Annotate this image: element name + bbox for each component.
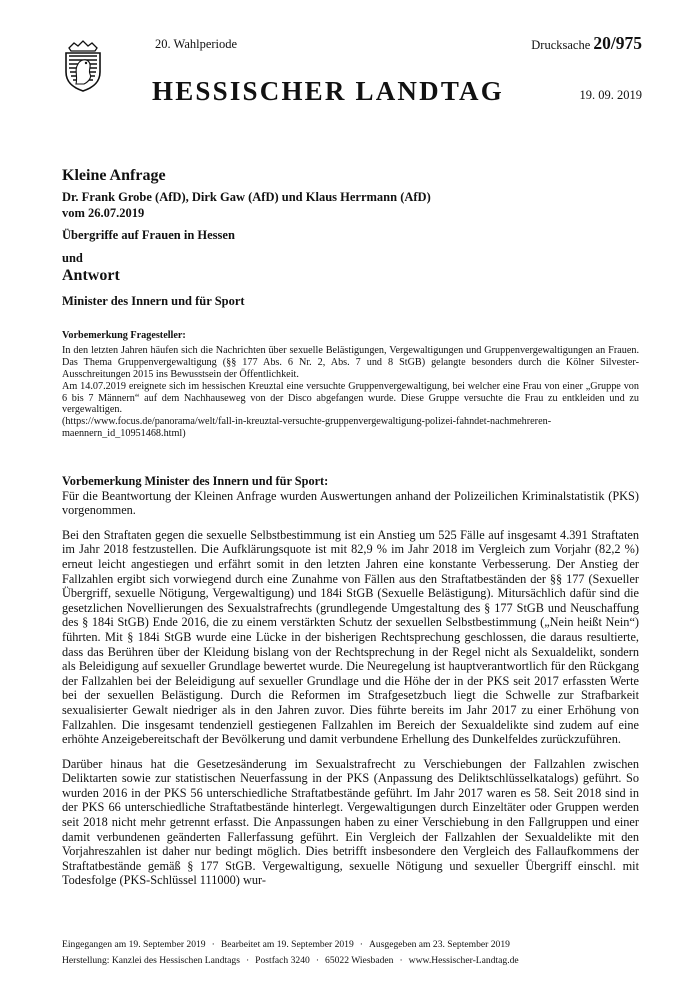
footer-imprint-line bbox=[62, 953, 639, 969]
subject: Übergriffe auf Frauen in Hessen bbox=[62, 228, 235, 242]
footer-ort: 65022 Wiesbaden bbox=[325, 955, 394, 966]
footer-herstellung: Herstellung: Kanzlei des Hessischen Landtags bbox=[62, 955, 240, 966]
drucksache-label: Drucksache bbox=[531, 38, 591, 52]
vorbemerkung-fragesteller bbox=[62, 330, 639, 440]
hessen-coat-of-arms-icon bbox=[62, 40, 104, 92]
footer-separator: · bbox=[211, 939, 215, 950]
drucksache-label-group bbox=[531, 33, 642, 54]
authors: Dr. Frank Grobe (AfD), Dirk Gaw (AfD) und Klaus Herrmann (AfD) bbox=[62, 190, 431, 204]
footer-bearbeitet: Bearbeitet am 19. September 2019 bbox=[220, 939, 354, 950]
und-connector: und bbox=[62, 250, 83, 265]
inquiry-date: vom 26.07.2019 bbox=[62, 205, 145, 220]
parliament-title: HESSISCHER LANDTAG bbox=[152, 76, 504, 106]
vorbemerkung-minister-paragraph: Darüber hinaus hat die Gesetzesänderung im Sexualstrafrecht zu Verschiebungen der Fallzahlen zwischen Deliktarten sowie zur statistischen Neuerfassung in der PKS (Anpassung des Deliktschlüsselkatalogs) geführt. So wurden 2016 in der PKS 56 unterschiedliche Straftatbestände geführt. Im Jahr 2017 waren es 58. Seit 2018 sind in der PKS 66 unterschiedliche Straftatbestände hinterlegt. Vergewaltigungen durch Einzeltäter oder Gruppen werden seit 2018 nicht mehr getrennt erfasst. Die Anpassungen haben zu einer Verschiebung in den Fallgruppen und einer damit verbundenen geänderten Fallerfassung geführt. Ein Vergleich der Fallzahlen der Sexualdelikte mit den Vorjahreszahlen ist daher nur bedingt möglich. Dies betrifft insbesondere den Vergleich des Fallaufkommens der Straftatbestände gemäß § 177 StGB. Vergewaltigung, sexuelle Nötigung und sexueller Übergriff einschl. mit Todesfolge (PKS-Schlüssel 111000) wur- bbox=[62, 756, 639, 888]
footer bbox=[62, 937, 639, 969]
drucksache-number: 20/975 bbox=[593, 33, 642, 53]
vorbemerkung-minister bbox=[62, 474, 639, 898]
document-date: 19. 09. 2019 bbox=[579, 88, 642, 102]
vorbemerkung-fragesteller-title: Vorbemerkung Fragesteller: bbox=[62, 330, 186, 341]
footer-dates-line bbox=[62, 937, 639, 953]
responder: Minister des Innern und für Sport bbox=[62, 294, 245, 308]
footer-postfach: Postfach 3240 bbox=[255, 955, 310, 966]
footer-website-link[interactable]: www.Hessischer-Landtag.de bbox=[408, 955, 519, 966]
vorbemerkung-minister-paragraph: Für die Beantwortung der Kleinen Anfrage wurden Auswertungen anhand der Polizeilichen Kriminalstatistik (PKS) vorgenommen. bbox=[62, 488, 639, 518]
antwort-heading: Antwort bbox=[62, 267, 120, 284]
footer-separator: · bbox=[245, 955, 250, 966]
wahlperiode: 20. Wahlperiode bbox=[155, 37, 238, 51]
footer-separator: · bbox=[399, 955, 403, 966]
vorbemerkung-minister-paragraph: Bei den Straftaten gegen die sexuelle Selbstbestimmung ist ein Anstieg um 525 Fälle auf insgesamt 4.391 Straftaten im Jahr 2018 festzustellen. Die Aufklärungsquote ist mit 82,9 % im Jahr 2018 im Vergleich zum Vorjahr (82,2 %) erneut leicht angestiegen und erfährt somit in den letzten Jahren eine konstante Verbesserung. Der Anstieg der Fallzahlen ergibt sich vorwiegend durch eine Zunahme von Fällen aus den Straftatbeständen der §§ 177 (Sexueller Übergriff, sexuelle Nötigung, Vergewaltigung) und 184i StGB (Sexuelle Belästigung). Mitursächlich dafür sind die gesetzlichen Novellierungen des Sexualstrafrechts (grundlegende Umgestaltung des § 177 StGB und Neuschaffung des § 184i StGB) Ende 2016, die zu einem verstärkten Schutz der sexuellen Selbstbestimmung („Nein heißt Nein“) führten. Mit § 184i StGB wurde eine Lücke in der bisherigen Rechtsprechung geschlossen, die daraus resultierte, dass das Berühren über der Kleidung bislang von der Rechtsprechung in der Regel nicht als Sexualdelikt, sondern als Beleidigung auf sexueller Grundlage bewertet wurde. Die Neuregelung ist hauptverantwortlich für den Rückgang der Fallzahlen bei der Beleidigung auf sexueller Grundlage und die Höhe der in der PKS seit 2017 erfassten Werte bei der sexuellen Belästigung. Durch die Reformen im Strafgesetzbuch liegt die Schwelle zur Strafbarkeit sexualisierter Gewalt niedriger als in den Jahren zuvor. Dies führte bereits im Jahr 2017 zu einer Erhöhung von Fallzahlen. Die insgesamt tendenziell gestiegenen Fallzahlen im Bereich der Sexualdelikte sind zudem auf eine erhöhte Anzeigebereitschaft der Bevölkerung und damit verbundene Erhellung des Dunkelfeldes zurückzuführen. bbox=[62, 527, 639, 747]
vorbemerkung-fragesteller-paragraph: In den letzten Jahren häufen sich die Nachrichten über sexuelle Belästigungen, Vergewaltigungen und Gruppenvergewaltigungen an Frauen. Das Thema Gruppenvergewaltigung (§§ 177 Abs. 6 Nr. 2, Abs. 7 und 8 StGB) gelangte besonders durch die Kölner Silvester-Ausschreitungen 2015 ins Bewusstsein der Öffentlichkeit. bbox=[62, 344, 639, 380]
vorbemerkung-fragesteller-paragraph: Am 14.07.2019 ereignete sich im hessischen Kreuztal eine versuchte Gruppenvergewaltigung, bei welcher eine Frau von einer „Gruppe von 6 bis 7 Männern“ auf dem Nachhauseweg von der Disco abgefangen wurde. Diese Gruppe versuchte die Frau zu entkleiden und zu vergewaltigen. bbox=[62, 380, 639, 416]
footer-eingegangen: Eingegangen am 19. September 2019 bbox=[62, 939, 206, 950]
title-block bbox=[62, 167, 642, 310]
footer-separator: · bbox=[315, 955, 320, 966]
vorbemerkung-minister-title: Vorbemerkung Minister des Innern und für Sport: bbox=[62, 474, 329, 488]
vorbemerkung-fragesteller-source: (https://www.focus.de/panorama/welt/fall-in-kreuztal-versuchte-gruppenvergewaltigung-polizei-fahndet-nachmehreren-maennern_id_10951468.html) bbox=[62, 416, 552, 440]
doc-type-heading: Kleine Anfrage bbox=[62, 167, 166, 184]
footer-separator: · bbox=[359, 939, 363, 950]
footer-ausgegeben: Ausgegeben am 23. September 2019 bbox=[368, 939, 510, 950]
